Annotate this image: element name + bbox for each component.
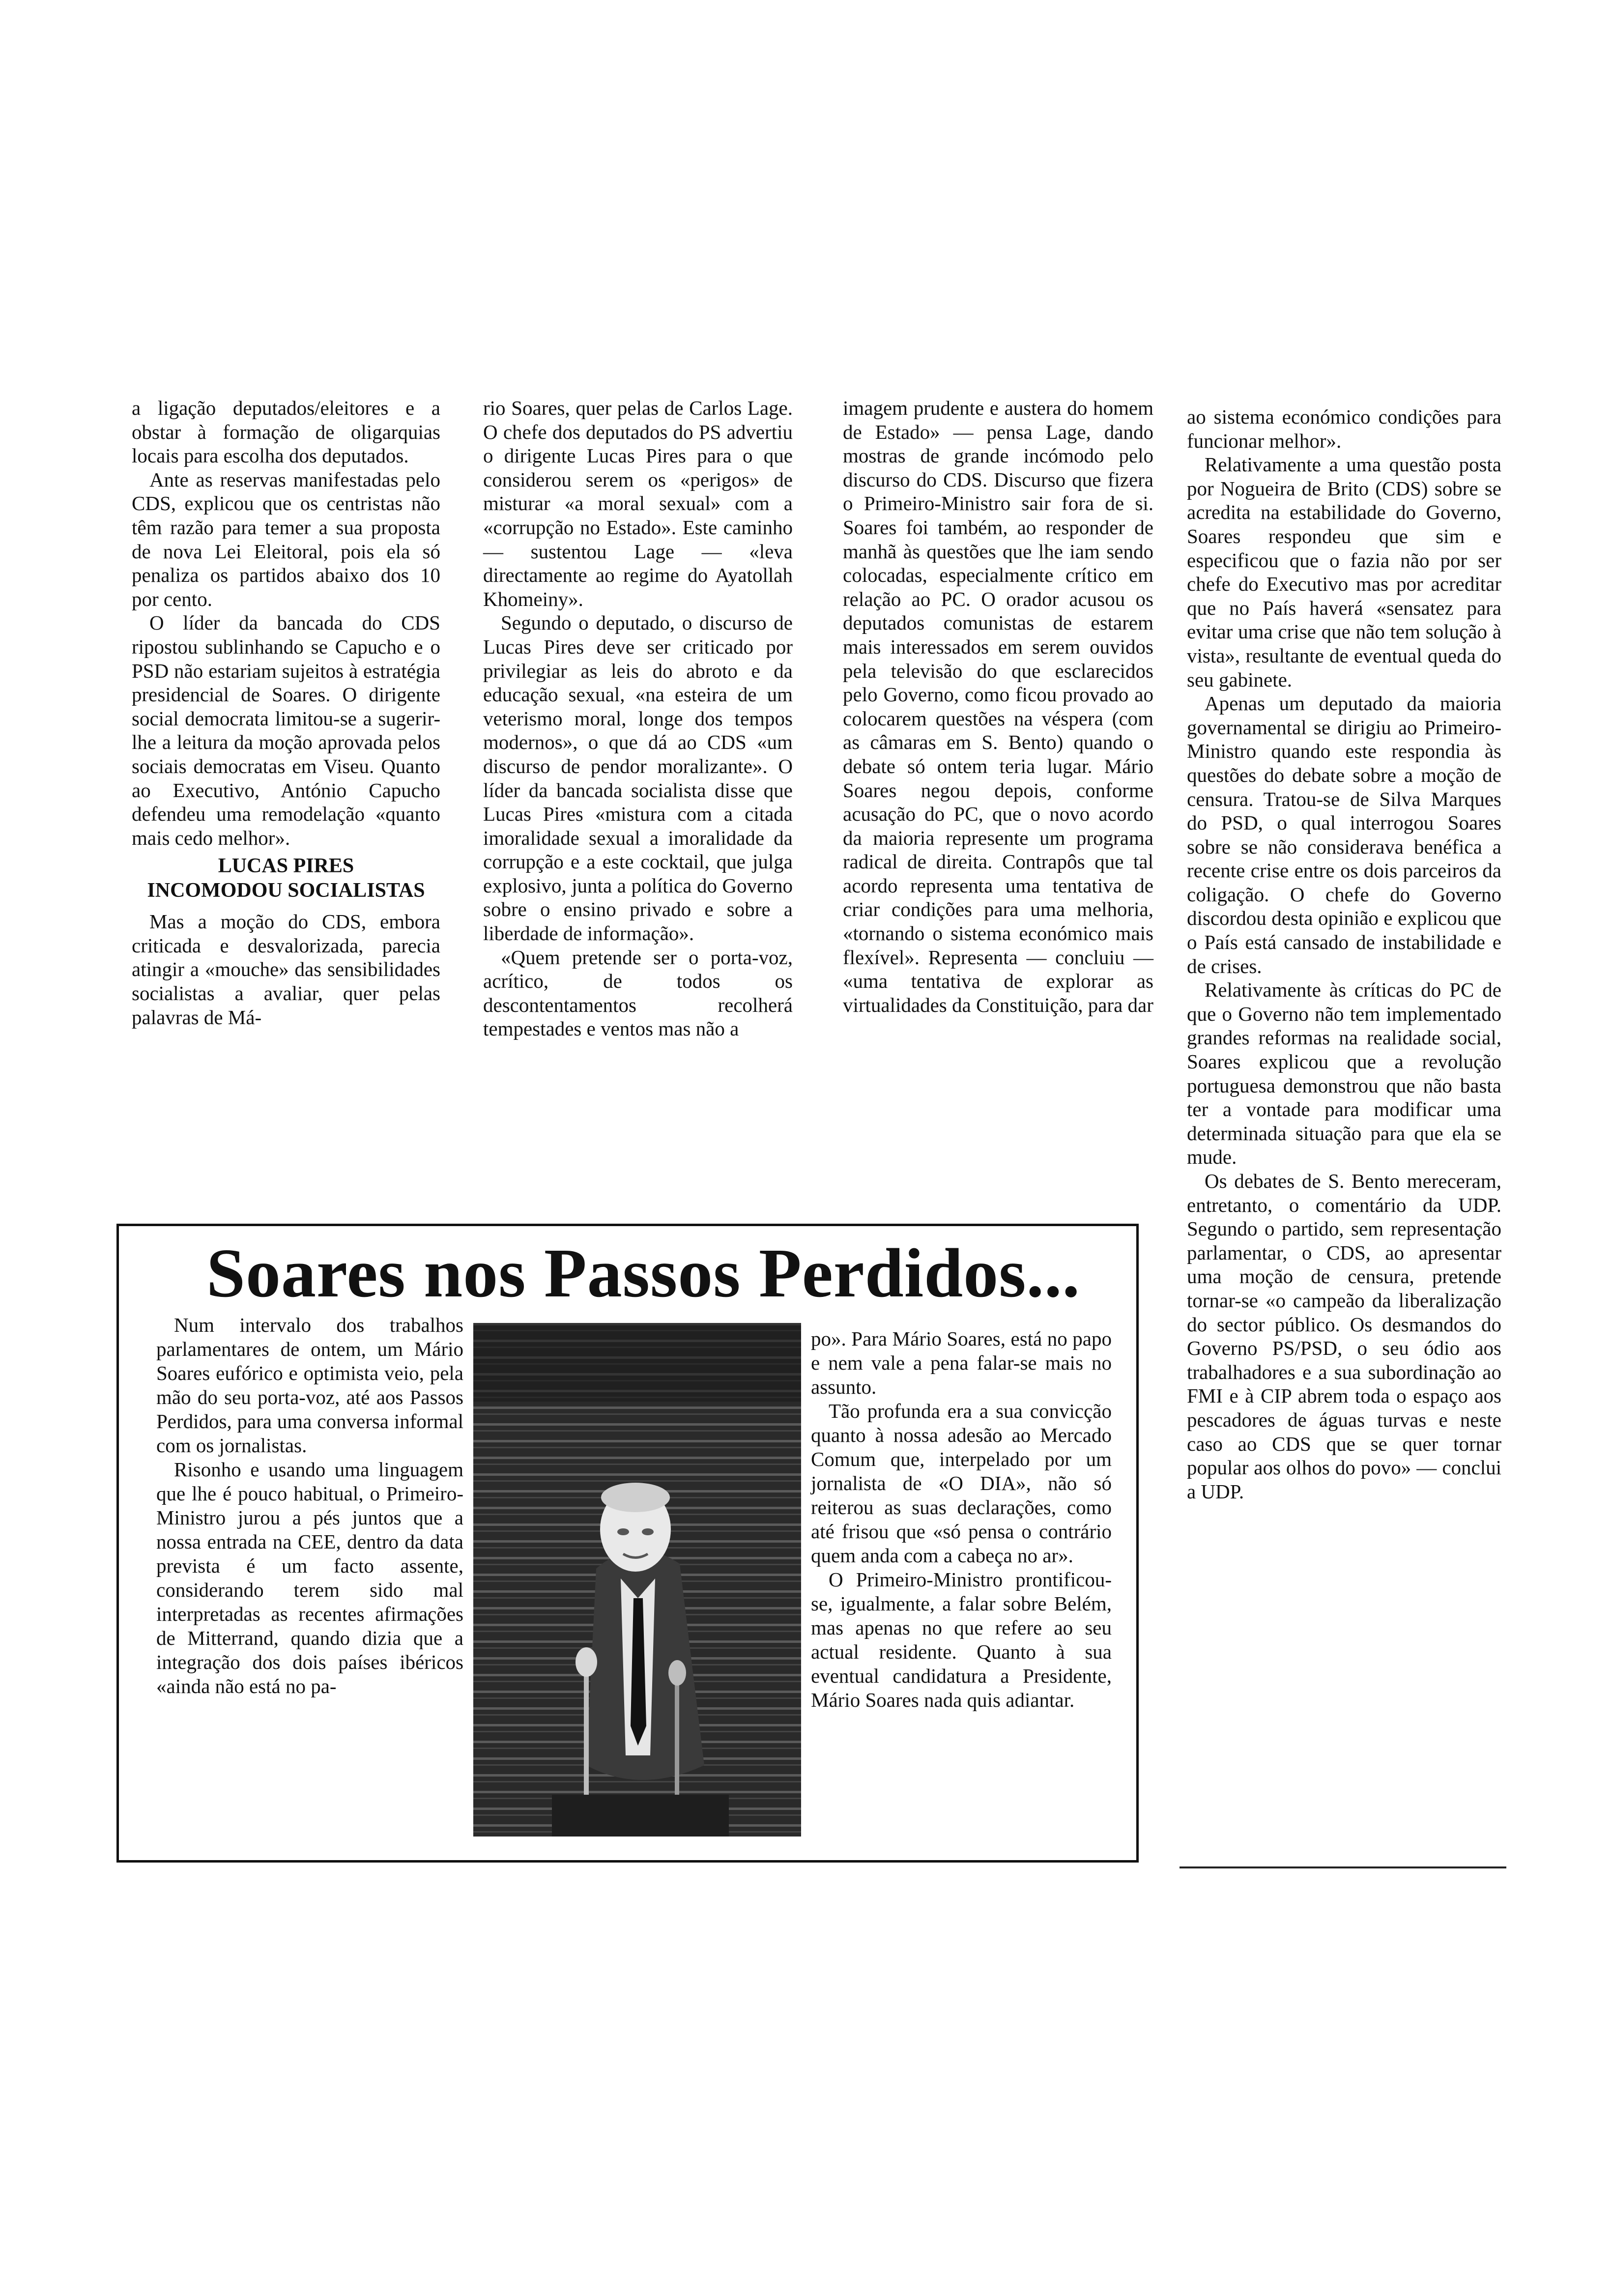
paragraph: «Quem pretende ser o porta-voz, acrítico, de todos os descontentamentos recolherá tempestades e ventos mas não a	[483, 946, 793, 1040]
paragraph: O Primeiro-Ministro prontificou-se, igualmente, a falar sobre Belém, mas apenas no que refere ao seu actual residente. Quanto à sua eventual candidatura a Presidente, Mário Soares nada quis adiantar.	[811, 1568, 1112, 1711]
paragraph: ao sistema económico condições para funcionar melhor».	[1187, 405, 1501, 452]
sidebar-story-column-1	[156, 1313, 463, 1698]
paragraph: Tão profunda era a sua convicção quanto à nossa adesão ao Mercado Comum que, interpelado por um jornalista de «O DIA», não só reiterou as suas declarações, como até frisou que «só pensa o contrário quem anda com a cabeça no ar».	[811, 1400, 1112, 1567]
paragraph: Num intervalo dos trabalhos parlamentares de ontem, um Mário Soares eufórico e optimista veio, pela mão do seu porta-voz, até aos Passos Perdidos, para uma conversa informal com os jornalistas.	[156, 1314, 463, 1457]
paragraph: Relativamente a uma questão posta por Nogueira de Brito (CDS) sobre se acredita na estabilidade do Governo, Soares respondeu que sim e especificou que o fazia não por ser chefe do Executivo mas por acreditar que no País haverá «sensatez para evitar uma crise que não tem solução à vista», resultante de eventual queda do seu gabinete.	[1187, 453, 1501, 691]
sidebar-story-column-2	[811, 1327, 1112, 1712]
paragraph: Risonho e usando uma linguagem que lhe é pouco habitual, o Primeiro-Ministro jurou a pés juntos que a nossa entrada na CEE, dentro da data prevista é um facto assente, considerando terem sido mal interpretadas as recentes afirmações de Mitterrand, quando dizia que a integração dos dois países ibéricos «ainda não está no pa-	[156, 1458, 463, 1697]
sidebar-story-headline: Soares nos Passos Perdidos...	[206, 1234, 1080, 1312]
subhead-line-1: LUCAS PIRES	[218, 855, 354, 878]
paragraph: Os debates de S. Bento mereceram, entretanto, o comentário da UDP. Segundo o partido, sem representação parlamentar, o CDS, ao apresentar uma moção de censura, pretende tornar-se «o campeão da liberalização do sector público. Os desmandos do Governo PS/PSD, o seu ódio aos trabalhadores e a sua subordinação ao FMI e à CIP abrem toda o espaço aos pescadores de águas turvas e neste caso ao CDS que se quer tornar popular aos olhos do povo» — conclui a UDP.	[1187, 1170, 1501, 1503]
paragraph: Apenas um deputado da maioria governamental se dirigiu ao Primeiro-Ministro quando este respondia às questões do debate sobre a moção de censura. Tratou-se de Silva Marques do PSD, o qual interrogou Soares sobre se não considerava benéfica a recente crise entre os dois parceiros da coligação. O chefe do Governo discordou desta opinião e explicou que o País está cansado de instabilidade e de crises.	[1187, 692, 1501, 977]
paragraph: po». Para Mário Soares, está no papo e nem vale a pena falar-se mais no assunto.	[811, 1327, 1112, 1398]
article-column-4	[1187, 405, 1501, 1503]
news-photo	[473, 1323, 801, 1837]
paragraph: Segundo o deputado, o discurso de Lucas Pires deve ser criticado por privilegiar as leis do abroto e da educação sexual, «na esteira de um veterismo moral, longe dos tempos modernos», o que dá ao CDS «um discurso de pendor moralizante». O líder da bancada socialista disse que Lucas Pires «mistura com a citada imoralidade sexual a imoralidade da corrupção e a este cocktail, que julga explosivo, junta a política do Governo sobre o ensino privado e sobre a liberdade de informação».	[483, 611, 793, 945]
paragraph: imagem prudente e austera do homem de Estado» — pensa Lage, dando mostras de grande incómodo pelo discurso do CDS. Discurso que fizera o Primeiro-Ministro sair fora de si. Soares foi também, ao responder de manhã às questões que lhe iam sendo colocadas, especialmente crítico em relação ao PC. O orador acusou os deputados comunistas de estarem mais interessados em serem ouvidos pela televisão do que esclarecidos pelo Governo, como ficou provado ao colocarem questões na véspera (com as câmaras em S. Bento) quando o debate só ontem teria lugar. Mário Soares negou depois, conforme acusação do PC, que o novo acordo da maioria represente um programa radical de direita. Contrapôs que tal acordo representa uma tentativa de criar condições para uma melhoria, «tornando o sistema económico mais flexível». Representa — concluiu — «uma tentativa de explorar as virtualidades da Constituição, para dar	[843, 397, 1153, 1016]
subhead-line-2: INCOMODOU SOCIALISTAS	[147, 879, 425, 902]
article-column-2	[483, 396, 793, 1041]
paragraph: rio Soares, quer pelas de Carlos Lage. O chefe dos deputados do PS advertiu o dirigente Lucas Pires para o que considerou serem os «perigos» de misturar «a moral sexual» com a «corrupção no Estado». Este caminho — sustentou Lage — «leva directamente ao regime do Ayatollah Khomeiny».	[483, 397, 793, 610]
paragraph: O líder da bancada do CDS ripostou sublinhando se Capucho e o PSD não estariam sujeitos à estratégia presidencial de Soares. O dirigente social democrata limitou-se a sugerir-lhe a leitura da moção aprovada pelos sociais democratas em Viseu. Quanto ao Executivo, António Capucho defendeu uma remodelação «quanto mais cedo melhor».	[132, 611, 440, 849]
paragraph: Relativamente às críticas do PC de que o Governo não tem implementado grandes reformas na realidade social, Soares explicou que a revolução portuguesa demonstrou que não basta ter a vontade para modificar uma determinada situação para que ela se mude.	[1187, 978, 1501, 1169]
paragraph: Mas a moção do CDS, embora criticada e desvalorizada, parecia atingir a «mouche» das sensibilidades socialistas a avaliar, quer pelas palavras de Má-	[132, 910, 440, 1029]
column-end-rule	[1180, 1866, 1506, 1868]
paragraph: a ligação deputados/eleitores e a obstar à formação de oligarquias locais para escolha dos deputados.	[132, 397, 440, 467]
article-column-1	[132, 396, 440, 1029]
section-subhead	[132, 854, 440, 903]
photo-of-speaker-at-microphone	[473, 1323, 801, 1837]
paragraph: Ante as reservas manifestadas pelo CDS, explicou que os centristas não têm razão para temer a sua proposta de nova Lei Eleitoral, pois ela só penaliza os partidos abaixo dos 10 por cento.	[132, 468, 440, 610]
article-column-3	[843, 396, 1153, 1017]
